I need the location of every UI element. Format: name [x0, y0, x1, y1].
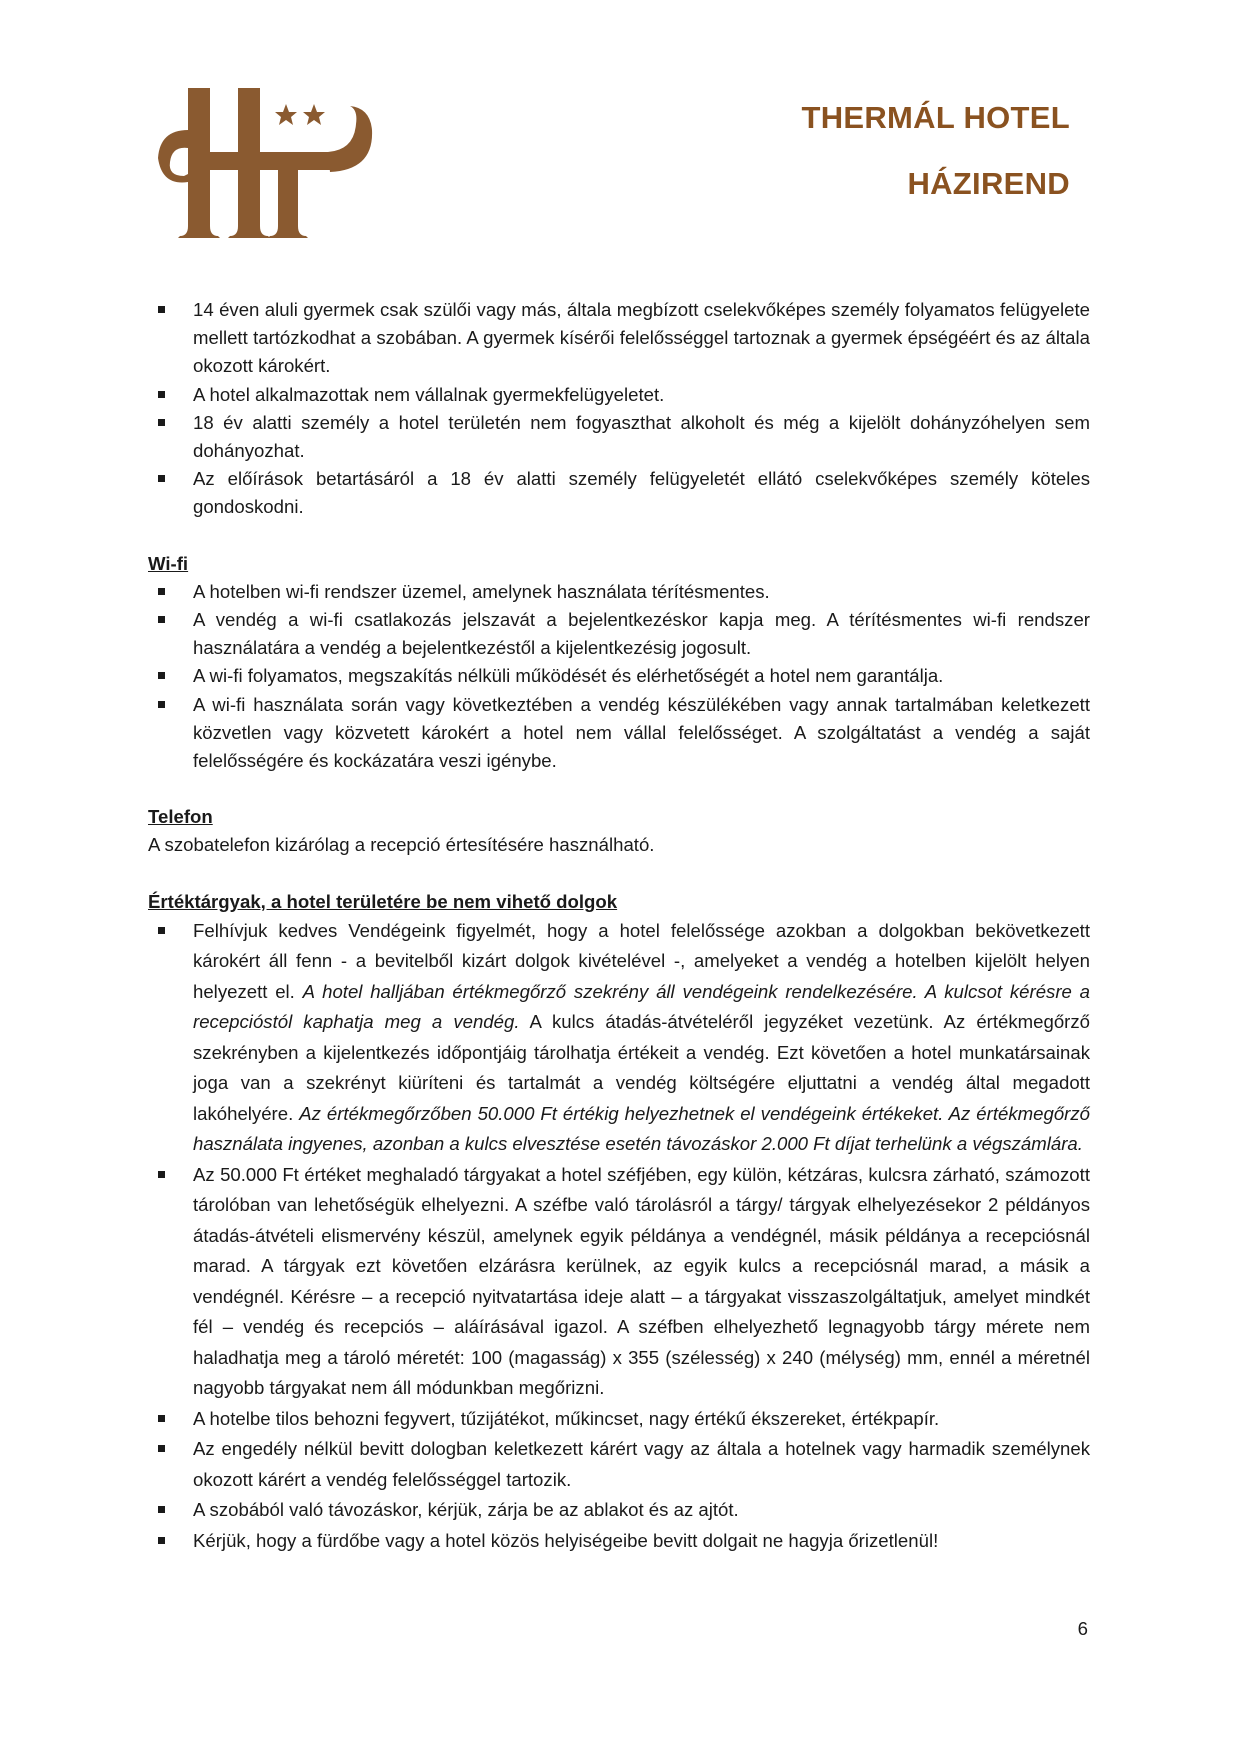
list-item: 18 év alatti személy a hotel területén nem fogyaszthat alkoholt és még a kijelölt dohányzóhelyen sem dohányozhat.: [148, 409, 1090, 465]
list-item: Az engedély nélkül bevitt dologban keletkezett kárért vagy az általa a hotelnek vagy harmadik személynek okozott kárért a vendég felelősséggel tartozik.: [148, 1434, 1090, 1495]
intro-list: [148, 296, 1090, 522]
list-item: A wi-fi folyamatos, megszakítás nélküli működését és elérhetőségét a hotel nem garantálja.: [148, 662, 1090, 690]
section-heading-wifi: Wi-fi: [148, 552, 189, 574]
section-heading-valuables: Értéktárgyak, a hotel területére be nem vihető dolgok: [148, 890, 618, 912]
paragraph-text: A kulcs átadás-átvételéről jegyzéket vezetünk. Az értékmegőrző szekrényben a kijelentkezés időpontjáig tárolhatja értékeit a vendég. Ezt követően a hotel munkatársainak joga van a szekrényt kiüríteni és tartalmát a vendég költségére eljuttatni a vendég által megadott lakóhelyére.: [193, 1011, 1090, 1124]
section-heading-phone: Telefon: [148, 806, 213, 828]
italic-text: Az értékmegőrzőben 50.000 Ft értékig helyezhetnek el vendégeink értékeket. Az értékmegőrző használata ingyenes, azonban a kulcs elvesztése esetén távozáskor 2.000 Ft díjat terhelünk a végszámlára.: [193, 1102, 1090, 1155]
document-title: HÁZIREND: [907, 166, 1070, 201]
wifi-list: [148, 578, 1090, 775]
hotel-name: THERMÁL HOTEL: [801, 100, 1070, 135]
list-item: A wi-fi használata során vagy következtében a vendég készülékében vagy annak tartalmában keletkezett közvetlen vagy közvetett károkért a hotel nem vállal felelősséget. A szolgáltatást a vendég a saját felelősségére és kockázatára veszi igénybe.: [148, 691, 1090, 776]
phone-text: A szobatelefon kizárólag a recepció értesítésére használható.: [148, 834, 655, 856]
list-item: Kérjük, hogy a fürdőbe vagy a hotel közös helyiségeibe bevitt dolgait ne hagyja őrizetlenül!: [148, 1526, 1090, 1557]
paragraph-text: Felhívjuk kedves Vendégeink figyelmét, hogy a hotel felelőssége azokban a dolgokban bekövetkezett károkért áll fenn - a bevitelből kizárt dolgok kivételével -, amelyeket a vendég a hotelben kijelölt helyen helyezett el.: [193, 919, 1090, 1002]
italic-text: A hotel halljában értékmegőrző szekrény áll vendégeink rendelkezésére. A kulcsot kérésre a recepcióstól kaphatja meg a vendég.: [193, 980, 1091, 1033]
page-content: [148, 296, 1090, 1556]
list-item: Az 50.000 Ft értéket meghaladó tárgyakat a hotel széfjében, egy külön, kétzáras, kulcsra zárható, számozott tárolóban van lehetőségük elhelyezni. A széfbe való tárolásról a tárgy/ tárgyak elhelyezésekor 2 példányos átadás-átvételi elismervény készül, amelynek egyik példánya a vendégnél, másik példánya a recepciósnál marad. A tárgyak ezt követően elzárásra kerülnek, az egyik kulcs a recepciósnál marad, a másik a vendégnél. Kérésre – a recepció nyitvatartása ideje alatt – a tárgyakat visszaszolgáltatjuk, amelyet mindkét fél – vendég és recepciós – aláírásával igazol. A széfben elhelyezhető legnagyobb tárgy mérete nem haladhatja meg a tároló méretét: 100 (magasság) x 355 (szélesség) x 240 (mélység) mm, ennél a méretnél nagyobb tárgyakat nem áll módunkban megőrizni.: [148, 1160, 1090, 1404]
page-number: 6: [1077, 1618, 1088, 1639]
list-item: [148, 916, 1090, 1160]
list-item: A vendég a wi-fi csatlakozás jelszavát a bejelentkezéskor kapja meg. A térítésmentes wi-fi rendszer használatára a vendég a bejelentkezéstől a kijelentkezésig jogosult.: [148, 606, 1090, 662]
hotel-logo: [158, 86, 388, 238]
list-item: 14 éven aluli gyermek csak szülői vagy más, általa megbízott cselekvőképes személy folyamatos felügyelete mellett tartózkodhat a szobában. A gyermek kísérői felelősséggel tartoznak a gyermek épségéért és az általa okozott károkért.: [148, 296, 1090, 381]
list-item: A hotelben wi-fi rendszer üzemel, amelynek használata térítésmentes.: [148, 578, 1090, 606]
list-item: Az előírások betartásáról a 18 év alatti személy felügyeletét ellátó cselekvőképes személy köteles gondoskodni.: [148, 465, 1090, 521]
valuables-list: [148, 916, 1090, 1557]
list-item: A hotelbe tilos behozni fegyvert, tűzijátékot, műkincset, nagy értékű ékszereket, értékpapír.: [148, 1404, 1090, 1435]
list-item: A hotel alkalmazottak nem vállalnak gyermekfelügyeletet.: [148, 381, 1090, 409]
list-item: A szobából való távozáskor, kérjük, zárja be az ablakot és az ajtót.: [148, 1495, 1090, 1526]
